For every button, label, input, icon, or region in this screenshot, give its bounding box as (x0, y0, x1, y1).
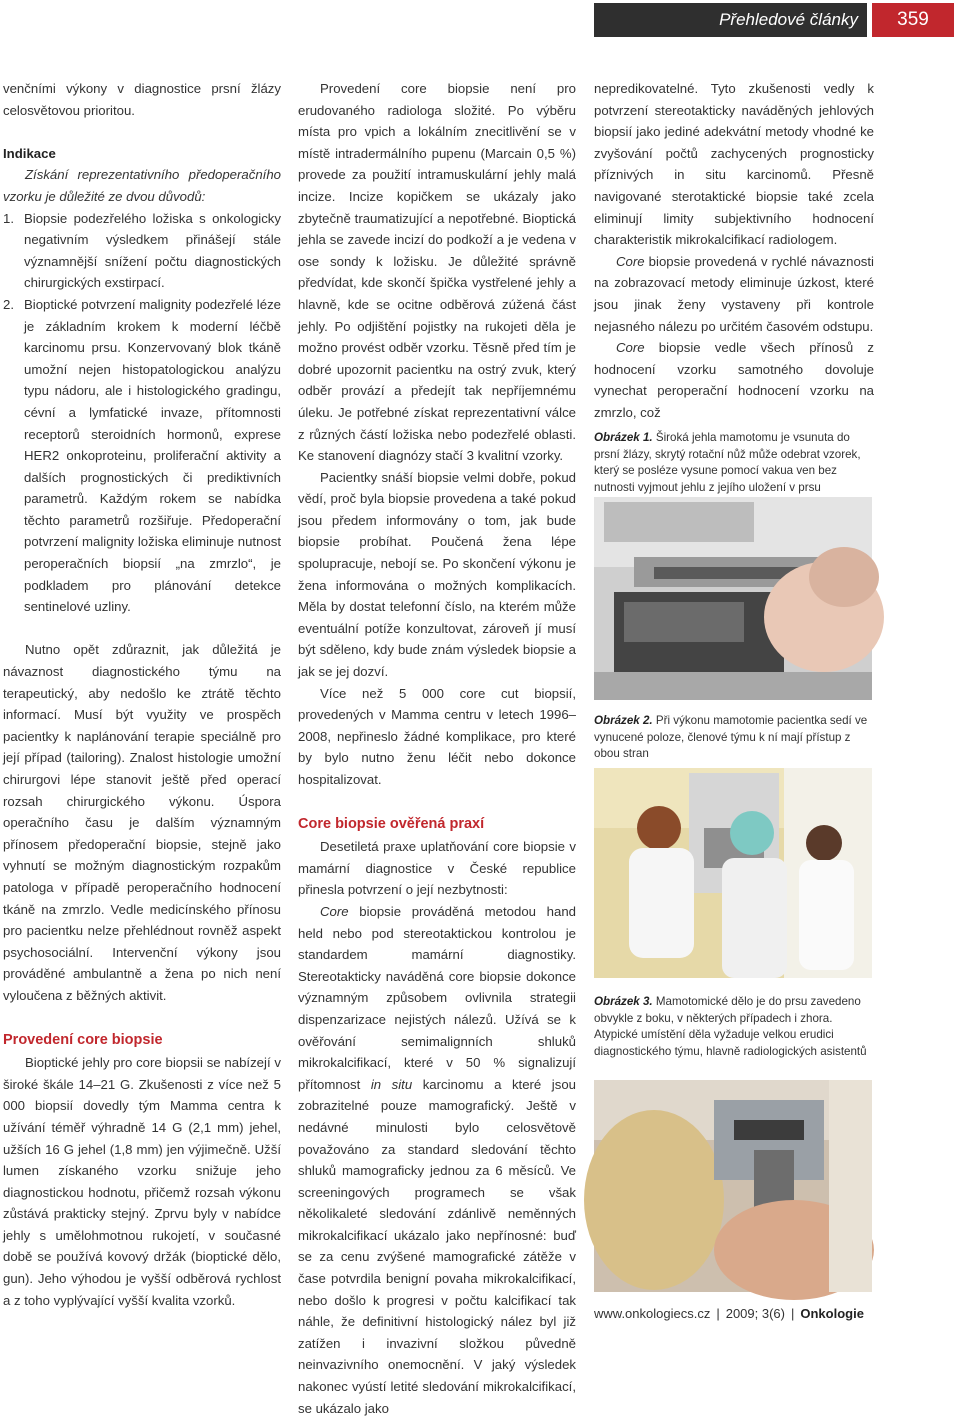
column-2 (298, 78, 576, 1419)
intro-paragraph: venčními výkony v diagnostice prsní žlázy celosvětovou prioritou. (3, 81, 281, 118)
figure-caption-text: Široká jehla mamotomu je vsunuta do prsní žlázy, skrytý rotační nůž může odebrat vzorek, který se posléze vysune pomocí vakua ven bez nutnosti vyjmout jehlu z jejího uložení v prsu (594, 431, 861, 494)
list-number: 1. (3, 210, 14, 226)
figure-label: Obrázek 1. (594, 431, 653, 444)
paragraph-desetileta: Desetiletá praxe uplatňování core biopsie v mamární diagnostice v České republice přinesla potvrzení o její nezbytnosti: (298, 839, 576, 898)
journal-name: Onkologie (800, 1306, 864, 1321)
italic-term: in situ (370, 1076, 413, 1092)
column-1 (3, 78, 281, 1311)
list-item-1 (3, 208, 281, 294)
paragraph-provedeni: Provedení core biopsie není pro erudovaného radiologa složité. Po výběru místa pro vpich a lokálním znecitlivění se v místě intradermálního pupenu (Marcain 0,5 %) provede za použití intramuskulární jehly malá incize. Incize kopičkem se ukázaly jako zbytečně traumatizující a nepotřebné. Bioptická jehla se zavede incizí do podkoží a je vedena v ose sondy k ložisku. Je důležité správně předvídat, kde skončí špička vystřelené jehly a hlavně, kde se ocitne odběrová zúžená část jehly. Po odjištění pojistky na rukojeti děla je možno provést odběr vzorku. Těsně před tím je dobré upozornit pacientku na ostrý zvuk, který odběr provází a předejít tak nepříjemnému úleku. Je potřebné získat reprezentativní válce z různých částí ložiska nebo podezřelé oblasti. Ke stanovení diagnózy stačí 3 kvalitní vzorky. (298, 81, 576, 464)
page-number: 359 (872, 3, 954, 37)
paragraph-nutno: Nutno opět zdůraznit, jak důležitá je návaznost diagnostického týmu na terapeutický, aby nedošlo ke ztrátě těchto informací. Musí být využity ve prospěch pacientky k naplánování terapie speciálně pro její případ (tailoring). Znalost histologie umožní chirurgovi lépe stanovit ještě před operací rozsah chirurgického výkonu. Úspora operačního času je dalším významným přínosem předoperační biopsie, stejně jako vyhnutí se možným diagnostickým rozpakům patologa v případě peroperačního hodnocení tkáně na zmrzlo. Vedle medicínského přínosu pro pacientku nelze přehlédnout rovněž aspekt psychosociální. Intervenční výkony jsou prováděné ambulantně a žena po nich není vyloučena z běžných aktivit. (3, 642, 281, 1003)
paragraph-core-biopsie (298, 901, 576, 1419)
figure-label: Obrázek 2. (594, 714, 653, 727)
italic-term: Core (320, 903, 349, 919)
indikace-heading: Indikace (3, 145, 56, 161)
figure-2-caption (594, 713, 872, 763)
text-run: biopsie prováděná metodou hand held nebo pod stereotaktickou kontrolou je standardem mamární diagnostiky. Stereotakticky naváděná core biopsie dokonce významným způsobem ovlivnila strategii dispenzarizace nejistých nálezů. Užívá se k ověřování semimalignních shluků mikrokalcifikací, které v 50 % signalizují přítomnost (298, 903, 576, 1092)
list-item-2 (3, 294, 281, 618)
figure-3-photo (594, 1080, 872, 1292)
paragraph-nepredikovatelne: nepredikovatelné. Tyto zkušenosti vedly k potvrzení stereotakticky naváděných jehlových biopsií jako jediné adekvátní metody vhodné ke zvyšování počtů zachycených prognosticky příznivých in situ karcinomů. Přesně navigované sterotaktické biopsie také zcela eliminují limity subjektivního hodnocení charakteristik mikrokalcifikací radiologem. (594, 81, 874, 248)
list-text: Bioptické potvrzení malignity podezřelé léze je základním krokem k moderní léčbě karcinomu prsu. Konzervovaný blok tkáně umožní nejen histopatologickou analýzu typu nádoru, ale i histologického gradingu, cévní a lymfatické invaze, přítomnosti receptorů steroidních hormonů, exprese HER2 onkoproteinu, proliferační aktivity a dalších prognostických či prediktivních parametrů. Každým rokem se nabídka těchto parametrů rozšiřuje. Předoperační potvrzení malignity ložiska eliminuje nutnost peroperačních biopsií „na zmrzlo“, je podkladem pro plánování detekce sentinelové uzliny. (24, 296, 281, 615)
paragraph-pacientky: Pacientky snáší biopsie velmi dobře, pokud vědí, proč byla biopsie provedena a také pokud jsou předem informovány o tom, jak bude biopsie probíhat. Poučená žena lépe spolupracuje, nebojí se. Po skončení výkonu je žena informována o možných komplikacích. Měla by dostat telefonní číslo, na kterém může eventuální potíže konzultovat, zároveň jí musí být sděleno, kdy bude znám výsledek biopsie a jak se jej dozví. (298, 469, 576, 680)
text-run: biopsie provedená v rychlé návaznosti na zobrazovací metody eliminuje úzkost, které jsou jinak ženy vystaveny při kontrole nejasného nálezu po určitém časovém odstupu. (594, 253, 874, 334)
figure-caption-text: Při výkonu mamotomie pacientka sedí ve vynucené poloze, členové týmu k ní mají přístup z obou stran (594, 714, 868, 760)
figure-label: Obrázek 3. (594, 995, 653, 1008)
section-heading-provedeni: Provedení core biopsie (3, 1032, 163, 1049)
figure-3-caption (594, 994, 872, 1060)
list-number: 2. (3, 296, 14, 312)
section-title: Přehledové články (719, 10, 858, 29)
indikace-lead: Získání reprezentativního předoperačního vzorku je důležité ze dvou důvodů: (3, 167, 281, 204)
journal-url: www.onkologiecs.cz (594, 1306, 711, 1321)
figure-1-caption (594, 430, 872, 496)
text-run: biopsie vedle všech přínosů z hodnocení vzorku samotného dovoluje vynechat peroperační hodnocení vzorku na zmrzlo, což (594, 340, 874, 420)
figure-1-photo (594, 497, 872, 700)
paragraph-core-vedle (594, 337, 874, 423)
journal-issue: 2009; 3(6) (725, 1306, 785, 1321)
column-3 (594, 78, 874, 424)
paragraph-vice-nez: Více než 5 000 core cut biopsií, provedených v Mamma centru v letech 1996–2008, nepřineslo žádné komplikace, pro které by bylo nutno ženu léčit nebo dokonce hospitalizovat. (298, 685, 576, 787)
section-heading-praxe: Core biopsie ověřená praxí (298, 816, 485, 833)
italic-term: Core (616, 340, 645, 356)
figure-caption-text: Mamotomické dělo je do prsu zavedeno obvykle z boku, v některých případech i zhora. Atypické umístění děla vyžaduje velkou erudici diagnostického týmu, hlavně radiologických asistentů (594, 995, 867, 1058)
paragraph-core-rychle (594, 251, 874, 337)
paragraph-jehly: Bioptické jehly pro core biopsii se nabízejí v široké škále 14–21 G. Zkušenosti z více než 5 000 biopsií dovedly tým Mamma centra k užívání téměř výhradně 14 G (2,1 mm) jehel, užších 16 G jehel (1,8 mm) jen výjimečně. Užší lumen získaného vzorku snižuje jeho diagnostickou hodnotu, přičemž rozsah výkonu zůstává prakticky stejný. Zprvu byly v nabídce jehly s umělohmotnou rukojetí, v současné době se používá kovový držák (bioptické dělo, gun). Jeho výhodou je vyšší odběrová rychlost a z toho vyplývající vyšší kvalita vzorků. (3, 1055, 281, 1308)
figure-2-photo (594, 768, 872, 978)
list-text: Biopsie podezřelého ložiska s onkologicky negativním výsledkem přinášejí stále významnější snížení počtu diagnostických chirurgických exstirpací. (24, 210, 281, 291)
italic-term: Core (616, 253, 645, 269)
text-run: karcinomu a které jsou zobrazitelné pouze mamografický. Ještě v nedávné minulosti bylo celosvětově považováno za standard sledování těchto shluků mamograficky jednou za 6 měsíců. Ve screeningových programech se však několikaleté sledování zdánlivě neměnných mikrokalcifikací ukázalo jako nepřínosné: buď se za cenu zvýšené mamografické zátěže v čase potvrdila benigní povaha mikrokalcifikací, nebo došlo k progresi v počtu kalcifikací tak náhle, že definitivní histologický nález byl již zatížen i invazivní složkou půvedně neinvazivního onemocnění. V jaký výsledek nakonec vyústí letité sledování mikrokalcifikací, se ukázalo jako (298, 1076, 576, 1416)
footer: www.onkologiecs.cz | 2009; 3(6) | Onkologie (594, 1306, 864, 1321)
